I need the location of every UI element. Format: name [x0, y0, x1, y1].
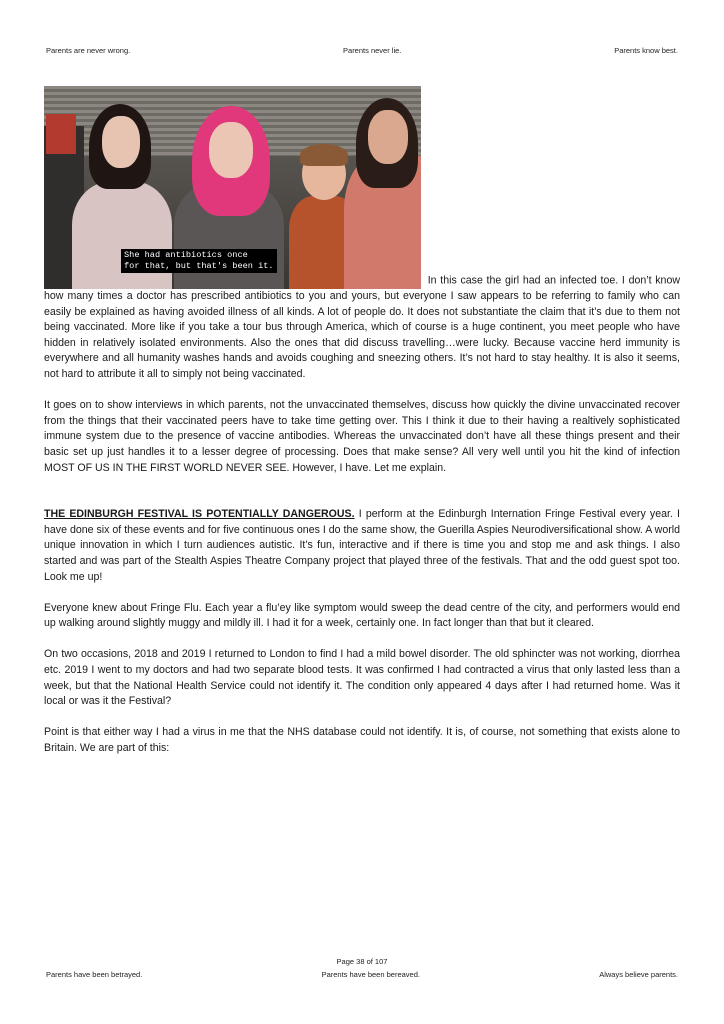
- child-hair: [300, 144, 348, 166]
- subtitle-line-2: for that, but that's been it.: [124, 261, 274, 271]
- background-poster: [46, 114, 76, 154]
- paragraph-5: On two occasions, 2018 and 2019 I returned to London to find I had a mild bowel disorder. The old sphincter was not working, diorrhea etc. 2019 I went to my doctors and had two separate blood tests. It was confirmed I had contracted a virus that only lasted less than a week, but that the National Health Service could not identify it. The condition only appeared 4 days after I had returned home. Was it local or was it the Festival?: [44, 648, 680, 708]
- page-number: Page 38 of 107: [336, 957, 388, 966]
- interview-photo: [44, 86, 421, 289]
- paragraph-3-text: I perform at the Edinburgh Internation Fringe Festival every year. I have done six of these events and for five continuous ones I do the same show, the Guerilla Aspies Neurodiversificational show. A world unique innovation in which I turn audiences autistic. It’s fun, interactive and if there is time you and stop me and ask things. I also started and was part of the Stealth Aspies Theatre Company project that played three of the festivals. That and the odd guest spot too. Look me up!: [44, 508, 680, 583]
- document-body: [44, 86, 680, 772]
- woman-right-face: [368, 110, 408, 164]
- paragraph-2: It goes on to show interviews in which parents, not the unvaccinated themselves, discuss how quickly the divine unvaccinated recover from the things that their vaccinated peers have to take time getting over. This I think it due to their having a realtively sophisticated immune system due to the presence of vaccine antibodies. Whereas the unvaccinated don’t have all these things present and their basic set up just handles it to a lesser degree of processing. Does that make sense? All very well until you hit the kind of infection MOST OF US IN THE FIRST WORLD NEVER SEE. However, I have. Let me explain.: [44, 399, 680, 474]
- footer-right-text: Always believe parents.: [599, 970, 678, 979]
- paragraph-4: Everyone knew about Fringe Flu. Each year a flu’ey like symptom would sweep the dead centre of the city, and performers would end up walking around slightly muggy and mildly ill. I had it for a week, certainly one. In fact longer than that but it cleared.: [44, 601, 680, 630]
- footer-left-text: Parents have been betrayed.: [46, 970, 143, 979]
- woman-left-face: [102, 116, 140, 168]
- footer-center-text: Parents have been bereaved.: [321, 970, 420, 979]
- page-footer: [46, 970, 678, 979]
- header-center-text: Parents never lie.: [343, 46, 402, 55]
- video-subtitle: [121, 249, 277, 273]
- header-left-text: Parents are never wrong.: [46, 46, 131, 55]
- paragraph-1-text: In this case the girl had an infected toe. I don’t know how many times a doctor has prescribed antibiotics to you and yours, but everyone I saw appears to be referring to family who can easily be explained as having avoided illness of all kinds. A lot of people do. It does not substantiate the claim that it’s due to them not being vaccinated. More like if you take a tour bus through America, which of course is a huge continent, you meet people who have hidden in relatively isolated environments. Also the ones that did discuss travelling…were lucky. Because vaccine herd immunity is everywhere and all humanity washes hands and avoids coughing and sneezing others. It’s not hard to stay healthy. It is also it seems, not hard to attribute it all to simply not being vaccinated.: [44, 274, 680, 380]
- paragraph-1: [44, 86, 680, 383]
- page-header: [46, 46, 678, 55]
- paragraph-3: [44, 507, 680, 585]
- header-right-text: Parents know best.: [614, 46, 678, 55]
- subtitle-line-1: She had antibiotics once: [124, 250, 248, 260]
- paragraph-6: Point is that either way I had a virus in me that the NHS database could not identify. It is, of course, not something that exists alone to Britain. We are part of this:: [44, 726, 680, 755]
- woman-pink-hair-face: [209, 122, 253, 178]
- section-heading: THE EDINBURGH FESTIVAL IS POTENTIALLY DANGEROUS.: [44, 508, 355, 521]
